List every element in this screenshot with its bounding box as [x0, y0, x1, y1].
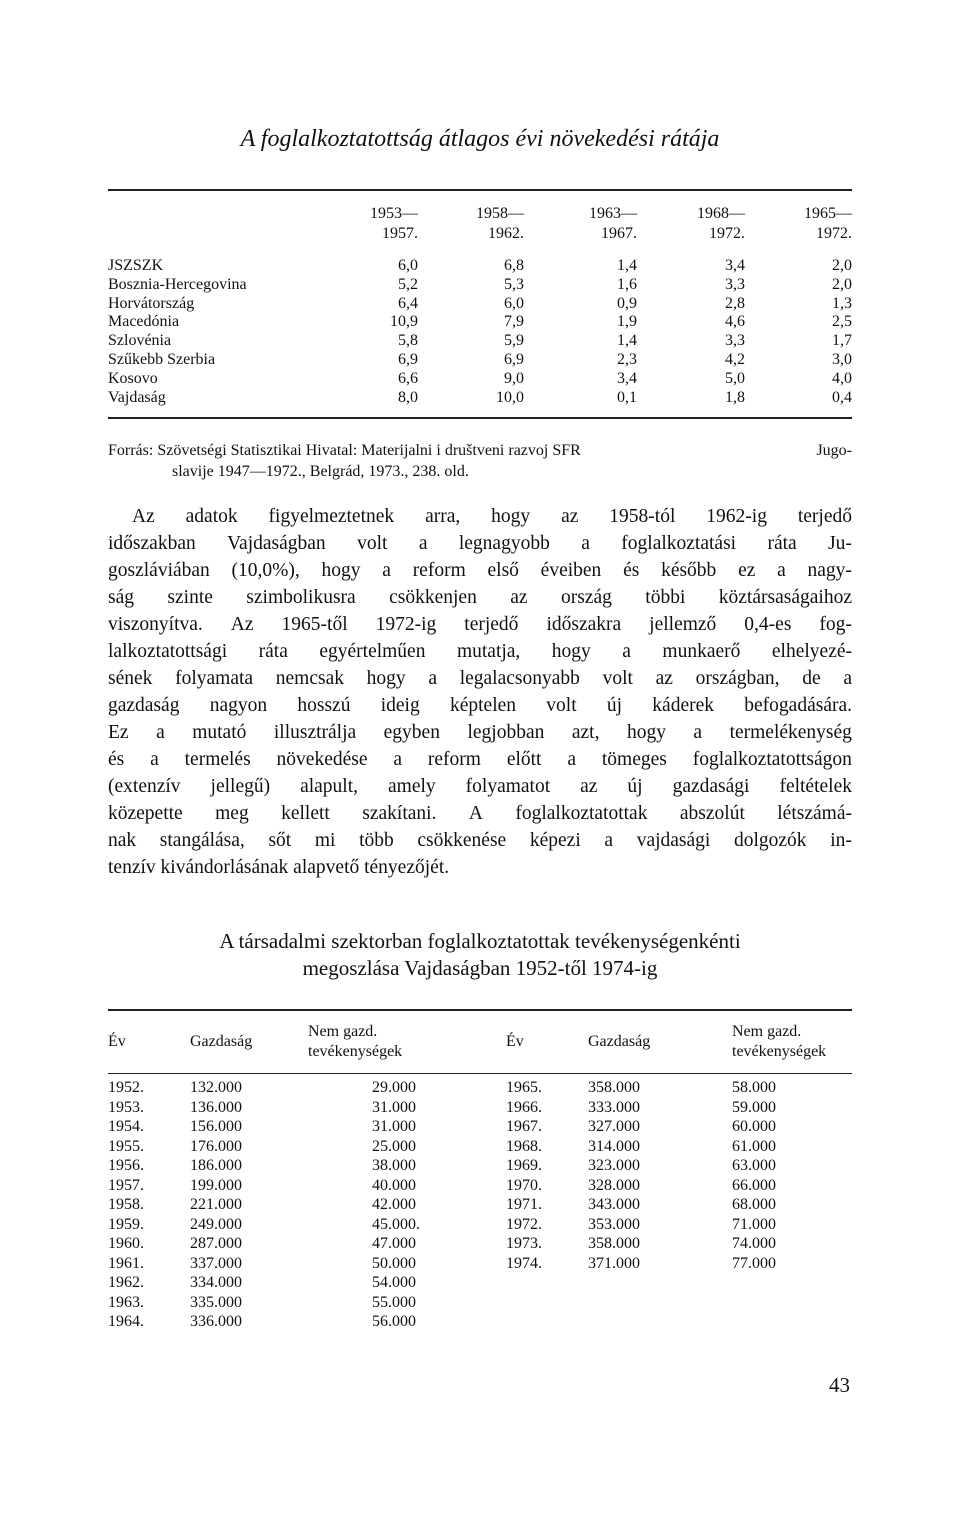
table2-header-rule [108, 1073, 852, 1074]
growth-rate-cell: 6,9 [398, 350, 418, 368]
growth-rate-cell: 10,9 [390, 313, 418, 331]
table-row [108, 1098, 852, 1118]
table-row [108, 1195, 852, 1215]
non-economy-cell: 60.000 [732, 1118, 776, 1135]
region-name: Macedónia [108, 313, 180, 331]
growth-rate-cell: 6,8 [504, 257, 524, 274]
year-cell: 1955. [108, 1137, 144, 1155]
growth-rate-cell: 3,4 [617, 369, 637, 387]
non-economy-cell: 47.000 [372, 1235, 416, 1252]
year-cell: 1970. [506, 1176, 542, 1194]
body-line: Az adatok figyelmeztetnek arra, hogy az 1958-tól 1962-ig terjedő [132, 506, 852, 527]
economy-cell: 358.000 [588, 1235, 640, 1252]
economy-cell: 186.000 [190, 1157, 242, 1174]
non-economy-cell: 58.000 [732, 1079, 776, 1096]
table-row [108, 1137, 852, 1157]
period-header: 1958— 1962. [476, 205, 524, 242]
year-cell: 1954. [108, 1118, 144, 1135]
region-name: Szűkebb Szerbia [108, 350, 216, 368]
table-row [108, 370, 852, 389]
header-ev: Év [506, 1033, 524, 1050]
table2-top-rule [108, 1009, 852, 1011]
non-economy-cell: 31.000 [372, 1098, 416, 1116]
table-row [108, 1254, 852, 1274]
year-cell: 1973. [506, 1235, 542, 1252]
non-economy-cell: 29.000 [372, 1079, 416, 1096]
non-economy-cell: 61.000 [732, 1137, 776, 1155]
empty-cell [732, 1293, 852, 1313]
table1-top-rule [108, 189, 852, 191]
empty-cell [506, 1312, 588, 1332]
economy-cell: 333.000 [588, 1098, 640, 1116]
period-header: 1963— 1967. [589, 205, 637, 242]
year-cell: 1962. [108, 1274, 144, 1291]
growth-rate-cell: 9,0 [504, 369, 524, 387]
source-note [108, 440, 852, 482]
growth-rate-cell: 5,9 [504, 332, 524, 350]
growth-rate-cell: 1,9 [617, 313, 637, 331]
growth-rate-cell: 2,0 [832, 275, 852, 293]
growth-rate-cell: 6,4 [398, 294, 418, 312]
non-economy-cell: 54.000 [372, 1274, 416, 1291]
body-line: goszláviában (10,0%), hogy a reform első éveiben és később ez a nagy- [108, 560, 852, 581]
year-cell: 1956. [108, 1157, 144, 1174]
table-row [108, 313, 852, 332]
economy-cell: 371.000 [588, 1254, 640, 1272]
growth-rate-cell: 2,0 [832, 257, 852, 274]
table2-title: A társadalmi szektorban foglalkoztatottak tevékenységenkénti megoszlása Vajdaságban 1952-től 1974-ig [219, 929, 741, 980]
header-gazdasag: Gazdaság [588, 1033, 651, 1050]
growth-rate-cell: 2,5 [832, 313, 852, 331]
body-line: közepette meg kellett szakítani. A foglalkoztatottak abszolút létszámá- [108, 803, 852, 824]
growth-rate-cell: 5,3 [504, 275, 524, 293]
year-cell: 1966. [506, 1098, 542, 1116]
growth-rate-cell: 6,0 [504, 294, 524, 312]
non-economy-cell: 45.000. [372, 1215, 420, 1233]
table-row [108, 1117, 852, 1137]
growth-rate-cell: 0,9 [617, 294, 637, 312]
body-line: Ez a mutató illusztrálja egyben legjobban azt, hogy a termelékenység [108, 722, 852, 743]
year-cell: 1972. [506, 1215, 542, 1233]
year-cell: 1969. [506, 1157, 542, 1174]
growth-rate-cell: 7,9 [504, 313, 524, 331]
growth-rate-cell: 1,4 [617, 332, 637, 350]
table-row [108, 1156, 852, 1176]
year-cell: 1963. [108, 1293, 144, 1311]
non-economy-cell: 55.000 [372, 1293, 416, 1311]
empty-cell [506, 1273, 588, 1293]
empty-cell [588, 1293, 732, 1313]
region-name: Horvátország [108, 294, 195, 312]
table-row [108, 295, 852, 314]
year-cell: 1974. [506, 1254, 542, 1272]
non-economy-cell: 31.000 [372, 1118, 416, 1135]
growth-rate-cell: 3,3 [725, 275, 745, 293]
region-name: JSZSZK [108, 257, 164, 274]
empty-cell [588, 1273, 732, 1293]
growth-rate-cell: 1,7 [832, 332, 852, 350]
source-line-1-end: Jugo- [816, 442, 852, 459]
growth-rate-cell: 8,0 [398, 388, 418, 406]
region-name: Bosznia-Hercegovina [108, 275, 247, 293]
table-row [108, 257, 852, 276]
economy-cell: 132.000 [190, 1079, 242, 1096]
period-header: 1965— 1972. [804, 205, 852, 242]
non-economy-cell: 66.000 [732, 1176, 776, 1194]
source-line-1: Forrás: Szövetségi Statisztikai Hivatal: Materijalni i društveni razvoj SFR [108, 442, 581, 459]
year-cell: 1968. [506, 1137, 542, 1155]
empty-cell [732, 1273, 852, 1293]
empty-cell [506, 1293, 588, 1313]
year-cell: 1960. [108, 1235, 144, 1252]
growth-rate-cell: 4,0 [832, 369, 852, 387]
economy-cell: 136.000 [190, 1098, 242, 1116]
growth-rate-cell: 1,4 [617, 257, 637, 274]
non-economy-cell: 56.000 [372, 1313, 416, 1330]
employment-table [108, 1018, 852, 1332]
year-cell: 1961. [108, 1254, 144, 1272]
table-row [108, 1176, 852, 1196]
table1-bottom-rule [108, 417, 852, 419]
economy-cell: 314.000 [588, 1137, 640, 1155]
growth-rate-cell: 6,9 [504, 350, 524, 368]
growth-rate-cell: 2,3 [617, 350, 637, 368]
economy-cell: 287.000 [190, 1235, 242, 1252]
economy-cell: 221.000 [190, 1196, 242, 1213]
year-cell: 1957. [108, 1176, 144, 1194]
growth-rate-cell: 10,0 [496, 388, 524, 406]
table-row [108, 1215, 852, 1235]
growth-rate-cell: 2,8 [725, 294, 745, 312]
growth-rate-cell: 3,3 [725, 332, 745, 350]
body-line: időszakban Vajdaságban volt a legnagyobb a foglalkoztatási ráta Ju- [108, 533, 852, 554]
header-nem-gazd: Nem gazd. tevékenységek [308, 1023, 403, 1060]
economy-cell: 335.000 [190, 1293, 242, 1311]
economy-cell: 328.000 [588, 1176, 640, 1194]
body-line: tenzív kivándorlásának alapvető tényezőjét. [108, 857, 450, 878]
table-row [108, 276, 852, 295]
non-economy-cell: 68.000 [732, 1196, 776, 1213]
growth-rate-cell: 4,6 [725, 313, 745, 331]
growth-rate-cell: 0,1 [617, 388, 637, 406]
year-cell: 1965. [506, 1079, 542, 1096]
year-cell: 1953. [108, 1098, 144, 1116]
body-line: és a termelés növekedése a reform előtt a tömeges foglalkoztatottságon [108, 749, 852, 770]
page-number: 43 [829, 1373, 850, 1397]
economy-cell: 343.000 [588, 1196, 640, 1213]
empty-cell [588, 1312, 732, 1332]
empty-cell [732, 1312, 852, 1332]
table-row [108, 389, 852, 408]
growth-rate-cell: 1,6 [617, 275, 637, 293]
source-line-2: slavije 1947—1972., Belgrád, 1973., 238. old. [172, 463, 469, 480]
body-line: lalkoztatottsági ráta egyértelműen mutatja, hogy a munkaerő elhelyezé- [108, 641, 852, 662]
non-economy-cell: 77.000 [732, 1254, 776, 1272]
table-row [108, 351, 852, 370]
economy-cell: 199.000 [190, 1176, 242, 1194]
table1-title: A foglalkoztatottság átlagos évi növekedési rátája [240, 126, 720, 152]
table1-corner [108, 204, 298, 244]
economy-cell: 249.000 [190, 1215, 242, 1233]
year-cell: 1958. [108, 1196, 144, 1213]
table-row [108, 332, 852, 351]
year-cell: 1964. [108, 1313, 144, 1330]
growth-rate-cell: 0,4 [832, 388, 852, 406]
non-economy-cell: 25.000 [372, 1137, 416, 1155]
growth-rate-cell: 5,0 [725, 369, 745, 387]
year-cell: 1959. [108, 1215, 144, 1233]
table-row [108, 1273, 852, 1293]
growth-rate-table [108, 204, 852, 407]
non-economy-cell: 71.000 [732, 1215, 776, 1233]
economy-cell: 323.000 [588, 1157, 640, 1174]
economy-cell: 334.000 [190, 1274, 242, 1291]
growth-rate-cell: 6,0 [398, 257, 418, 274]
non-economy-cell: 74.000 [732, 1235, 776, 1252]
header-ev: Év [108, 1033, 126, 1050]
non-economy-cell: 38.000 [372, 1157, 416, 1174]
body-paragraph [108, 503, 852, 881]
region-name: Kosovo [108, 369, 158, 387]
body-line: (extenzív jellegű) alapult, amely folyamatot az új gazdasági feltételek [108, 776, 852, 797]
economy-cell: 358.000 [588, 1079, 640, 1096]
table-row [108, 1312, 852, 1332]
economy-cell: 337.000 [190, 1254, 242, 1272]
growth-rate-cell: 3,4 [725, 257, 745, 274]
region-name: Vajdaság [108, 388, 166, 406]
period-header: 1968— 1972. [697, 205, 745, 242]
economy-cell: 327.000 [588, 1118, 640, 1135]
table-row [108, 1234, 852, 1254]
year-cell: 1952. [108, 1079, 144, 1096]
body-line: gazdaság nagyon hosszú ideig képtelen volt új káderek befogadására. [108, 695, 852, 716]
period-header: 1953— 1957. [370, 205, 418, 242]
growth-rate-cell: 3,0 [832, 350, 852, 368]
growth-rate-cell: 6,6 [398, 369, 418, 387]
year-cell: 1971. [506, 1196, 542, 1213]
economy-cell: 353.000 [588, 1215, 640, 1233]
growth-rate-cell: 1,3 [832, 294, 852, 312]
non-economy-cell: 42.000 [372, 1196, 416, 1213]
body-line: viszonyítva. Az 1965-től 1972-ig terjedő időszakra jellemző 0,4-es fog- [108, 614, 852, 635]
body-line: ság szinte szimbolikusra csökkenjen az ország többi köztársaságaihoz [108, 587, 852, 608]
region-name: Szlovénia [108, 332, 172, 350]
economy-cell: 156.000 [190, 1118, 242, 1135]
header-gazdasag: Gazdaság [190, 1033, 253, 1050]
growth-rate-cell: 1,8 [725, 388, 745, 406]
growth-rate-cell: 4,2 [725, 350, 745, 368]
non-economy-cell: 40.000 [372, 1176, 416, 1194]
table-row [108, 1078, 852, 1098]
year-cell: 1967. [506, 1118, 542, 1135]
non-economy-cell: 50.000 [372, 1254, 416, 1272]
table-row [108, 1293, 852, 1313]
header-nem-gazd: Nem gazd. tevékenységek [732, 1023, 827, 1060]
non-economy-cell: 63.000 [732, 1157, 776, 1174]
growth-rate-cell: 5,8 [398, 332, 418, 350]
economy-cell: 336.000 [190, 1313, 242, 1330]
growth-rate-cell: 5,2 [398, 275, 418, 293]
non-economy-cell: 59.000 [732, 1098, 776, 1116]
body-line: sének folyamata nemcsak hogy a legalacsonyabb volt az országban, de a [108, 668, 852, 689]
body-line: nak stangálása, sőt mi több csökkenése képezi a vajdasági dolgozók in- [108, 830, 852, 851]
economy-cell: 176.000 [190, 1137, 242, 1155]
